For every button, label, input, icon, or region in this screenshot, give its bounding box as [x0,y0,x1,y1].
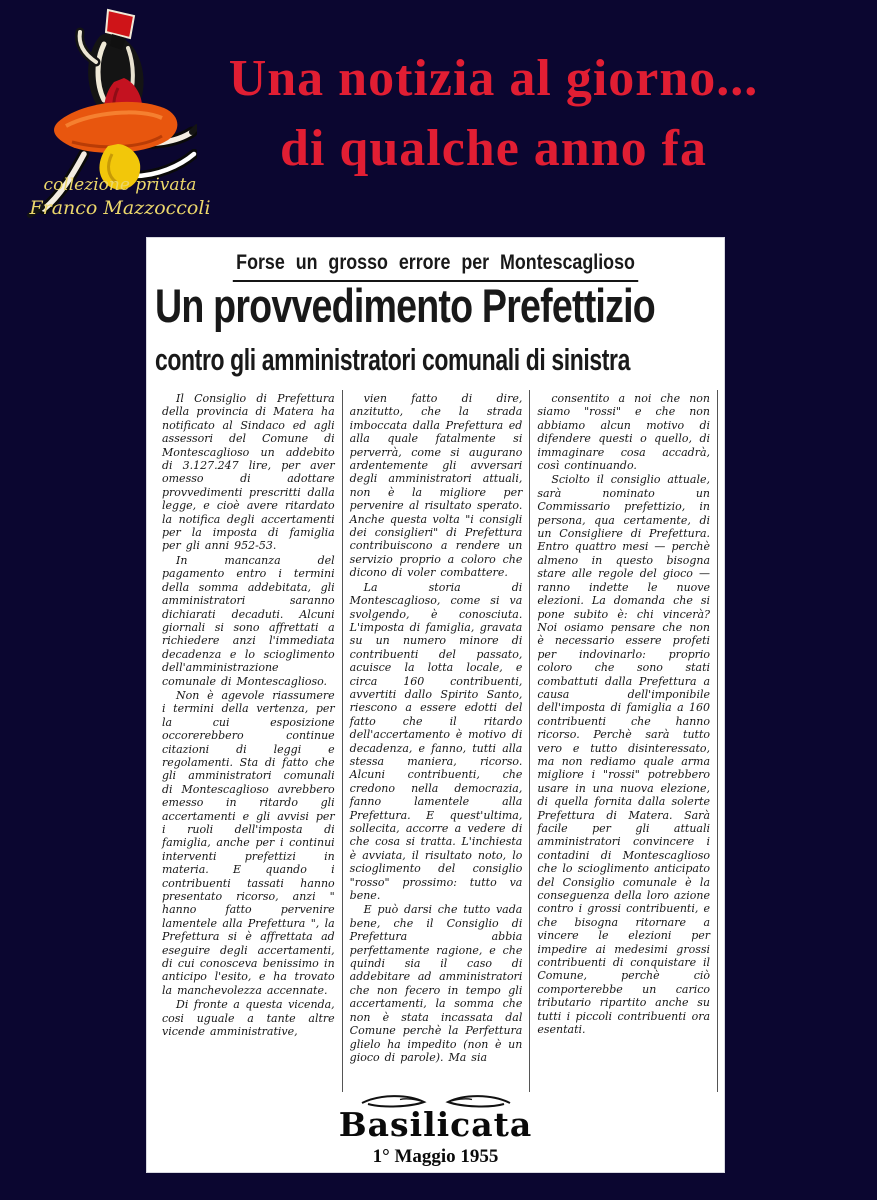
page-title [120,44,867,184]
title-line-1: Una notizia al giorno... [228,50,759,107]
title-line-2: di qualche anno fa [280,120,707,177]
body-paragraph: La storia di Montescaglioso, come si va svolgendo, è conosciuta. L'imposta di famiglia, gravata su un numero minore di contribuenti del passato, acuisce la lotta locale, e circa 160 contribuenti, avvertiti dallo Spirito Santo, riescono a essere edotti del fatto che il ritardo dell'accertamento è motivo di decadenza, e fanno, tutti alla stessa maniera, ricorso. Alcuni contribuenti, che credono nella democrazia, fanno lamentele alla Prefettura. E quest'ultima, sollecita, accorre a vedere di che cosa si tratta. L'inchiesta è avviata, il risultato noto, lo scioglimento del consiglio "rosso" prossimo: tutto va bene. [349,580,523,903]
kicker: Forse un grosso errore per Montescaglioso [233,251,639,282]
masthead: Basilicata [338,1105,533,1144]
credit-line-1: collezione privata [43,175,197,195]
issue-date: 1° Maggio 1955 [372,1146,499,1167]
newspaper-clipping [147,238,724,1172]
body-paragraph: consentito a noi che non siamo "rossi" e che non abbiamo alcun motivo di difendere questi o quello, di immaginare cosa accadrà, così continuando. [537,392,711,473]
body-paragraph: Il Consiglio di Prefettura della provincia di Matera ha notificato al Sindaco ed agli assessori del Comune di Montescaglioso un addebito di 3.127.247 lire, per aver omesso di adottare provvedimenti prescritti dalla legge, e cioè avere ritardato la notifica degli accertamenti per la imposta di famiglia per gli anni 952-53. [162,392,335,553]
credit-line-2: Franco Mazzoccoli [29,197,211,219]
body-paragraph: Sciolto il consiglio attuale, sarà nominato un Commissario prefettizio, in persona, qua certamente, di un Consigliere di Prefettura. Entro quattro mesi — perchè almeno in questo bisogna stare alle regole del gioco — ranno indette le nuove elezioni. La domanda che si pone subito è: chi vincerà? Noi osiamo pensare che non è necessario essere profeti per indovinarlo: proprio coloro che sono stati combattuti dalla Prefettura a causa dell'imponibile dell'imposta di famiglia a 160 contribuenti che hanno ricorso. Perchè sarà tutto vero e tutto disinteressato, ma non rediamo quale arma migliore i "rossi" potrebbero usare in una nuova elezione, di quella fornita dalla solerte Prefettura di Matera. Sarà facile per gli attuali amministratori convincere i contadini di Montescaglioso che lo scioglimento anticipato del Consiglio comunale è la conseguenza della loro azione contro i grossi contribuenti, e che bisogna ritornare a vincere le elezioni per impedire ai medesimi grossi contribuenti di conquistare il Comune, perchè ciò comporterebbe un carico tributario ripartito anche su tutti i piccoli contribuenti ora esentati. [537,473,711,1037]
article-column-2 [343,390,531,1092]
article-columns [155,390,718,1092]
headline: Un provvedimento Prefettizio [155,279,655,332]
body-paragraph: Di fronte a questa vicenda, cosi uguale a tante altre vicende amministrative, [162,998,335,1039]
body-paragraph: Non è agevole riassumere i termini della vertenza, per la cui esposizione occorerebbero continue citazioni di leggi e regolamenti. Sta di fatto che gli amministratori comunali di Montescaglioso avrebbero emesso in ritardo gli accertamenti e gli avvisi per i ruoli dell'imposta di famiglia, anche per i continui interventi prefettizi in materia. E quando i contribuenti tassati hanno presentato ricorso, anzi " hanno fatto pervenire lamentele alla Prefettura ", la Prefettura si è affrettata ad eseguire degli accertamenti, di cui conosceva benissimo in anticipo l'esito, e ha trovato la manchevolezza accennate. [162,688,335,997]
article-column-3 [530,390,718,1092]
collection-credit [5,174,235,220]
body-paragraph: E può darsi che tutto vada bene, che il Consiglio di Prefettura abbia perfettamente ragione, e che quindi sia il caso di addebitare ad amministratori che non fecero in tempo gli accertamenti, la somma che non è stata incassata dal Comune perchè la Perfettura glielo ha impedito (non è un gioco di parole). Ma sia [349,903,523,1064]
article-column-1 [155,390,343,1092]
body-paragraph: vien fatto di dire, anzitutto, che la strada imboccata dalla Prefettura ed alla quale fatalmente si perverrà, come si augurano ardentemente gli avversari degli amministratori attuali, non è la migliore per pervenire al risultato sperato. Anche questa volta "i consigli dei consiglieri" di Prefettura contribuiscono a rendere un servizio proprio a coloro che dicono di voler combattere. [349,392,523,580]
body-paragraph: In mancanza del pagamento entro i termini della somma addebitata, gli amministratori saranno dichiarati decaduti. Alcuni giornali si sono affrettati a richiedere anzi l'immediata decadenza e lo scioglimento dell'amministrazione comunale di Montescaglioso. [162,553,335,688]
subheadline: contro gli amministratori comunali di sinistra [155,342,631,377]
